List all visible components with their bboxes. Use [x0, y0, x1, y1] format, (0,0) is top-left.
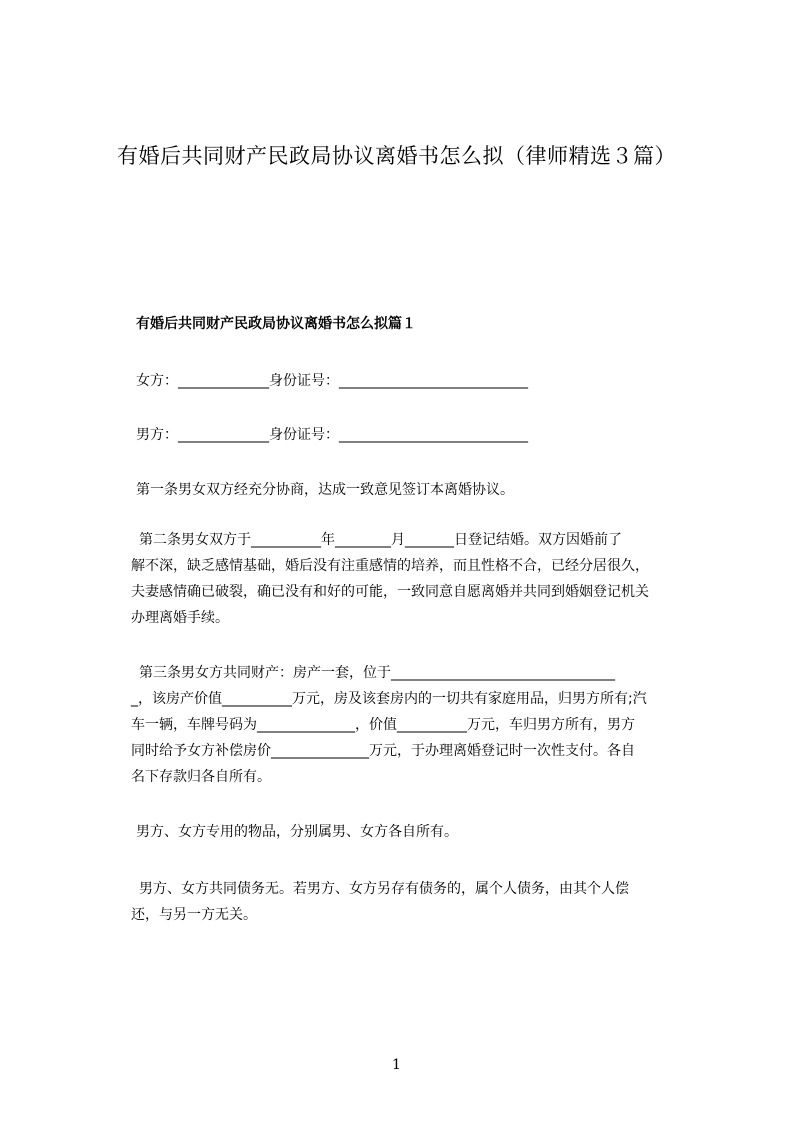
article-5-line: 还，与另一方无关。	[131, 907, 257, 923]
article-5	[131, 876, 705, 928]
article-3	[131, 660, 705, 790]
article-3-line: 同时给予女方补偿房价______________万元，于办理离婚登记时一次性支付。各自	[131, 743, 635, 759]
male-id-line: 男方：_____________身份证号：___________________________	[136, 427, 528, 443]
article-2-line: 办理离婚手续。	[131, 610, 229, 626]
article-3-line: 第三条男女方共同财产：房产一套，位于________________________________	[139, 665, 615, 681]
article-3-line: _，该房产价值__________万元，房及该套房内的一切共有家庭用品，归男方所有;汽	[131, 691, 647, 707]
article-2	[131, 527, 705, 631]
article-2-line: 解不深，缺乏感情基础，婚后没有注重感情的培养，而且性格不合，已经分居很久，	[131, 558, 649, 574]
section-heading: 有婚后共同财产民政局协议离婚书怎么拟篇１	[136, 316, 416, 332]
article-3-line: 名下存款归各自所有。	[131, 769, 271, 785]
article-5-line: 男方、女方共同债务无。若男方、女方另存有债务的，属个人债务，由其个人偿	[139, 881, 629, 897]
article-2-line: 第二条男女双方于__________年________月_______日登记结婚。双方因婚前了	[139, 532, 622, 548]
article-3-line: 车一辆，车牌号码为______________，价值__________万元，车归男方所有，男方	[131, 717, 635, 733]
page-number: 1	[392, 1057, 401, 1073]
document-title: 有婚后共同财产民政局协议离婚书怎么拟（律师精选３篇）	[117, 144, 676, 168]
article-2-line: 夫妻感情确已破裂，确已没有和好的可能，一致同意自愿离婚并共同到婚姻登记机关	[131, 584, 649, 600]
article-4: 男方、女方专用的物品，分别属男、女方各自所有。	[136, 824, 458, 840]
article-1: 第一条男女双方经充分协商，达成一致意见签订本离婚协议。	[136, 482, 514, 498]
female-id-line: 女方：_____________身份证号：___________________________	[136, 373, 528, 389]
